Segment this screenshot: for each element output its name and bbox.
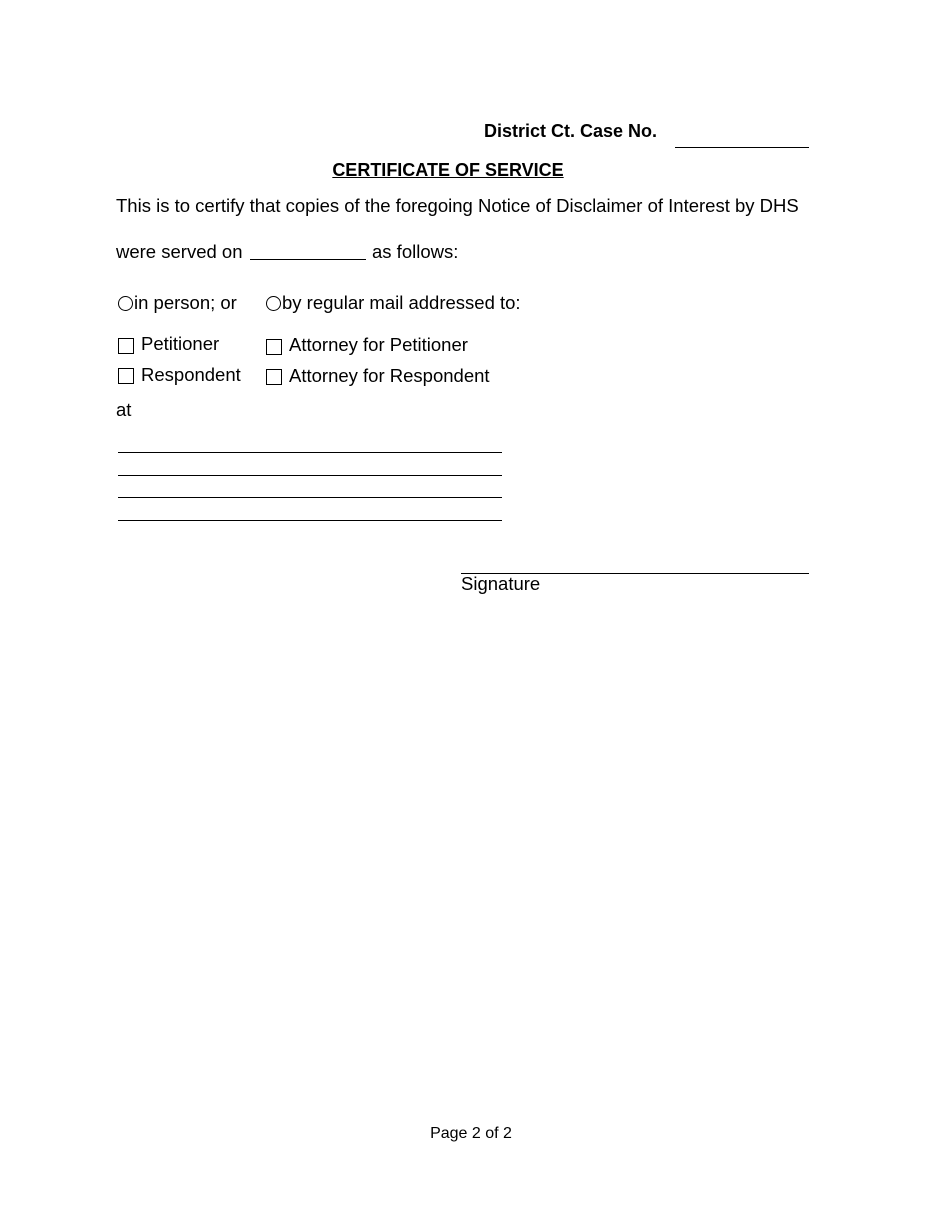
address-line-3[interactable] [118, 497, 502, 498]
address-line-2[interactable] [118, 475, 502, 476]
served-date-field[interactable] [250, 259, 366, 260]
case-number-label: District Ct. Case No. [484, 121, 658, 141]
attorney-respondent-label: Attorney for Respondent [289, 365, 490, 386]
certify-text: This is to certify that copies of the foregoing Notice of Disclaimer of Interest by DHS [116, 195, 799, 216]
address-line-4[interactable] [118, 520, 502, 521]
respondent-checkbox[interactable] [118, 368, 134, 384]
attorney-respondent-checkbox[interactable] [266, 369, 282, 385]
by-mail-radio[interactable] [266, 296, 281, 311]
attorney-petitioner-checkbox[interactable] [266, 339, 282, 355]
case-number-field[interactable] [675, 147, 809, 148]
in-person-radio[interactable] [118, 296, 133, 311]
attorney-petitioner-label: Attorney for Petitioner [289, 334, 468, 355]
as-follows-label: as follows: [372, 241, 459, 262]
address-line-1[interactable] [118, 452, 502, 453]
petitioner-label: Petitioner [141, 333, 220, 354]
petitioner-checkbox[interactable] [118, 338, 134, 354]
served-on-label: were served on [116, 241, 243, 262]
document-title: CERTIFICATE OF SERVICE [332, 160, 564, 180]
respondent-label: Respondent [141, 364, 241, 385]
by-mail-label: by regular mail addressed to: [282, 292, 521, 313]
in-person-label: in person; or [134, 292, 237, 313]
page-number: Page 2 of 2 [430, 1125, 512, 1142]
at-label: at [116, 399, 132, 420]
signature-label: Signature [461, 573, 541, 594]
